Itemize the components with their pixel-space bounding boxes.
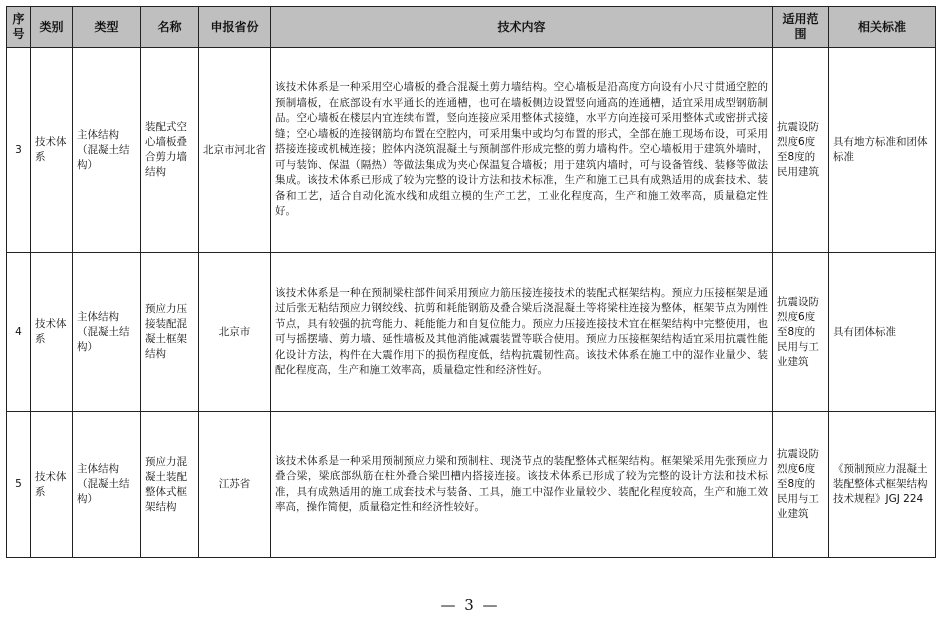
cell-province: 北京市 bbox=[199, 253, 271, 412]
cell-name: 预应力混凝土装配整体式框架结构 bbox=[141, 412, 199, 558]
cell-seq: 5 bbox=[7, 412, 31, 558]
header-name: 名称 bbox=[141, 7, 199, 48]
cell-province: 江苏省 bbox=[199, 412, 271, 558]
cell-category: 技术体系 bbox=[31, 412, 73, 558]
header-content: 技术内容 bbox=[271, 7, 773, 48]
header-category: 类别 bbox=[31, 7, 73, 48]
cell-content: 该技术体系是一种采用空心墙板的叠合混凝土剪力墙结构。空心墙板是沿高度方向设有小尺寸贯通空腔的预制墙板，在底部设有水平通长的连通槽，也可在墙板侧边设置竖向通高的连通槽，适宜采用成型钢筋制品。空心墙板在楼层内宜连续布置，竖向连接应采用整体式接缝，水平方向连接可采用整体式或密拼式接缝；空心墙板的连接钢筋均布置在空腔内，可采用集中或均匀布置的形式，全部在施工现场布设，可采用搭接连接或机械连接；腔体内浇筑混凝土与预制部件形成完整的剪力墙构件。空心墙板用于建筑外墙时，可与装饰、保温（隔热）等做法集成为夹心保温复合墙板；用于建筑内墙时，可与设备管线、装修等做法集成。该技术体系已形成了较为完整的设计方法和技术标准，生产和施工已具有成熟适用的成套技术、装备和工艺，适合自动化流水线和成组立模的生产工艺，工业化程度高，生产和施工效率高，质量稳定性好。 bbox=[271, 48, 773, 253]
header-seq: 序号 bbox=[7, 7, 31, 48]
page-number: — 3 — bbox=[440, 596, 500, 614]
cell-standard: 《预制预应力混凝土装配整体式框架结构技术规程》JGJ 224 bbox=[829, 412, 936, 558]
header-row bbox=[7, 7, 936, 48]
header-province: 申报省份 bbox=[199, 7, 271, 48]
header-scope: 适用范围 bbox=[773, 7, 829, 48]
cell-type: 主体结构（混凝土结构） bbox=[73, 253, 141, 412]
cell-content: 该技术体系是一种在预制梁柱部件间采用预应力筋压接连接技术的装配式框架结构。预应力压接框架是通过后张无粘结预应力钢绞线、抗剪和耗能钢筋及叠合梁后浇混凝土等将梁柱连接为整体，框架节点为刚性节点，具有较强的抗弯能力、耗能能力和自复位能力。预应力压接连接技术宜在框架结构中完整使用，也可与摇摆墙、剪力墙、延性墙板及其他消能减震装置等联合使用。预应力压接框架结构适宜采用抗震性能化设计方法，构件在大震作用下的损伤程度低，结构抗震韧性高。该技术体系在施工中的湿作业量少、装配化程度高，生产和施工效率高，质量稳定性和经济性好。 bbox=[271, 253, 773, 412]
header-standard: 相关标准 bbox=[829, 7, 936, 48]
cell-standard: 具有团体标准 bbox=[829, 253, 936, 412]
table-row bbox=[7, 48, 936, 253]
cell-seq: 3 bbox=[7, 48, 31, 253]
cell-scope: 抗震设防烈度6度至8度的民用与工业建筑 bbox=[773, 253, 829, 412]
cell-type: 主体结构（混凝土结构） bbox=[73, 48, 141, 253]
header-type: 类型 bbox=[73, 7, 141, 48]
cell-type: 主体结构（混凝土结构） bbox=[73, 412, 141, 558]
cell-seq: 4 bbox=[7, 253, 31, 412]
cell-category: 技术体系 bbox=[31, 253, 73, 412]
cell-standard: 具有地方标准和团体标准 bbox=[829, 48, 936, 253]
table-row bbox=[7, 412, 936, 558]
technology-table bbox=[6, 6, 936, 558]
cell-province: 北京市河北省 bbox=[199, 48, 271, 253]
cell-category: 技术体系 bbox=[31, 48, 73, 253]
cell-content: 该技术体系是一种采用预制预应力梁和预制柱、现浇节点的装配整体式框架结构。框架梁采用先张预应力叠合梁，梁底部纵筋在柱外叠合梁凹槽内搭接连接。该技术体系已形成了较为完整的设计方法和技术标准，具有成熟适用的施工成套技术与装备、工具，施工中湿作业量较少、装配化程度较高，生产和施工效率高，操作简便，质量稳定性和经济性较好。 bbox=[271, 412, 773, 558]
cell-scope: 抗震设防烈度6度至8度的民用建筑 bbox=[773, 48, 829, 253]
cell-name: 预应力压接装配混凝土框架结构 bbox=[141, 253, 199, 412]
cell-scope: 抗震设防烈度6度至8度的民用与工业建筑 bbox=[773, 412, 829, 558]
cell-name: 装配式空心墙板叠合剪力墙结构 bbox=[141, 48, 199, 253]
table-row bbox=[7, 253, 936, 412]
